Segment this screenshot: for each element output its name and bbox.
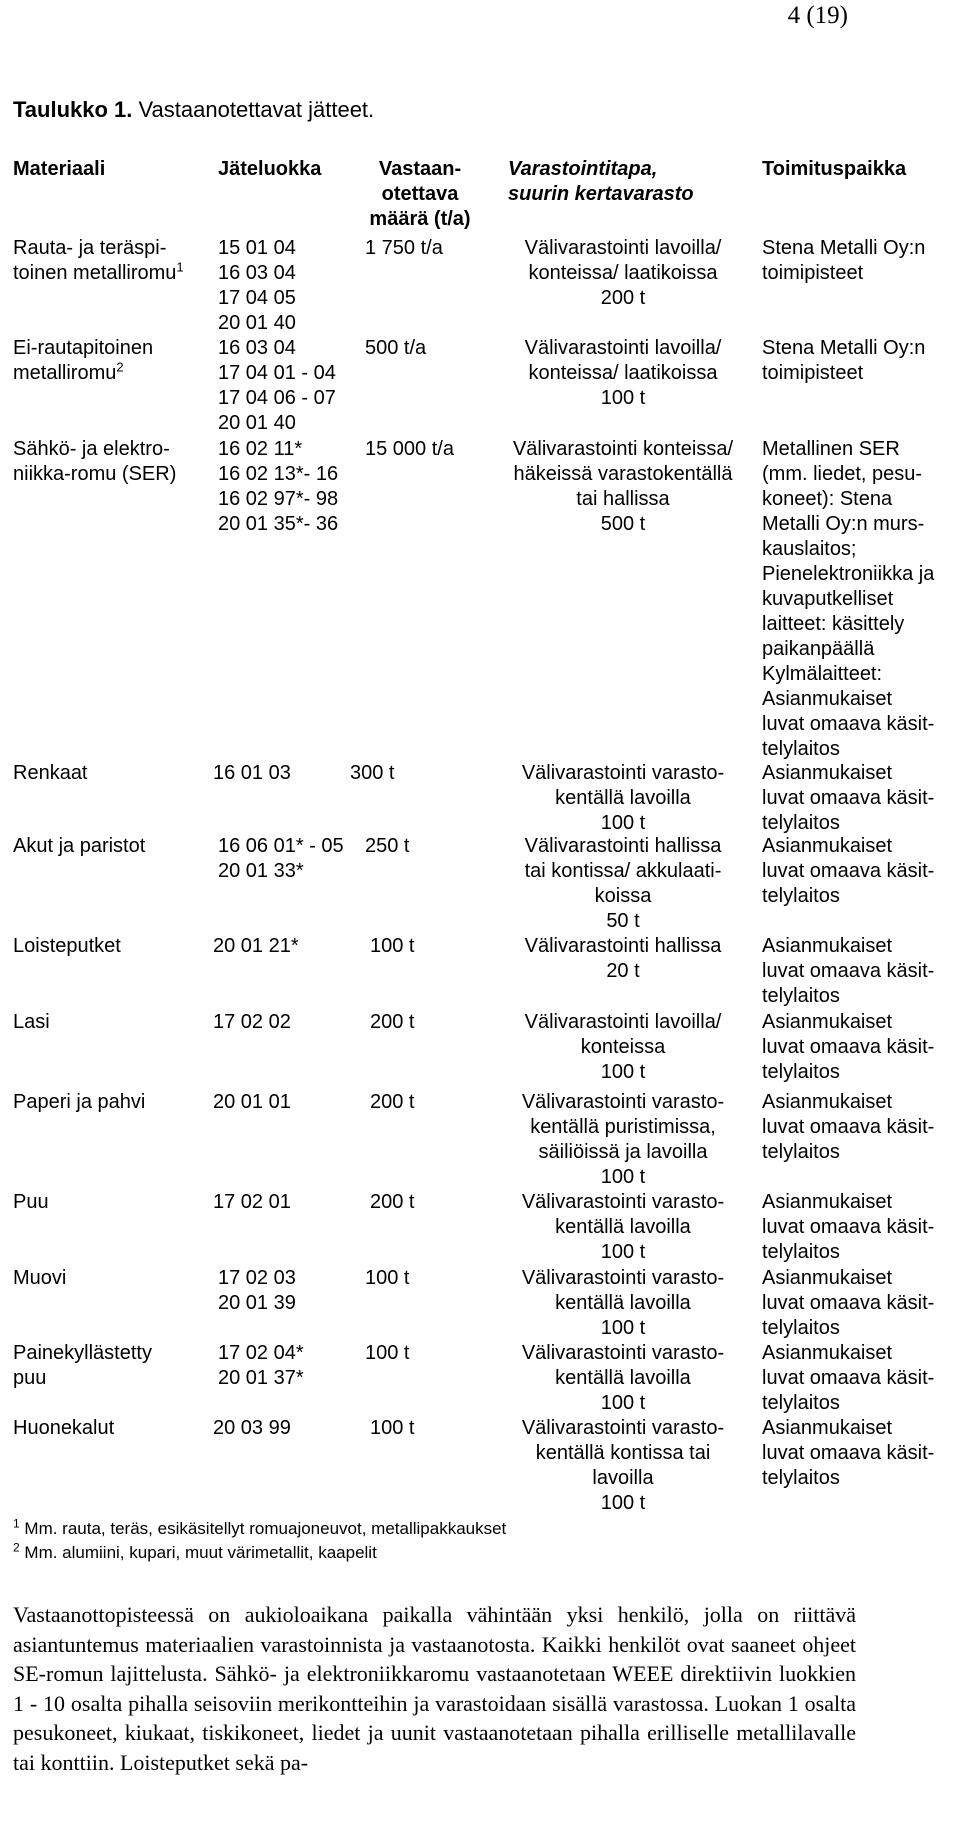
cell-storage: 100 t [600,812,646,834]
cell-material: Painekyllästetty [13,1342,152,1364]
cell-delivery: Asianmukaiset [762,1417,893,1439]
cell-delivery: luvat omaava käsit- [762,1216,935,1238]
cell-amount: 250 t [365,835,410,857]
footnote-1 [13,1518,506,1540]
cell-delivery: luvat omaava käsit- [762,860,935,882]
cell-storage: kentällä lavoilla [555,787,691,809]
cell-waste-code: 20 01 39 [218,1292,296,1314]
cell-delivery: laitteet: käsittely [762,613,905,635]
cell-storage: konteissa [580,1036,666,1058]
cell-storage: Välivarastointi varasto- [521,1091,725,1113]
cell-material: Lasi [13,1011,50,1033]
cell-waste-code: 20 01 37* [218,1367,304,1389]
cell-amount: 200 t [370,1011,415,1033]
cell-storage: kentällä lavoilla [555,1367,691,1389]
cell-material: puu [13,1367,47,1389]
cell-amount: 100 t [370,935,415,957]
cell-storage: häkeissä varastokentällä [513,463,733,485]
cell-delivery: Stena Metalli Oy:n [762,237,926,259]
cell-material: Puu [13,1191,49,1213]
table-title [13,97,374,123]
cell-storage: säiliöissä ja lavoilla [538,1141,708,1163]
cell-material: toinen metalliromu$^1$ [13,259,184,284]
header-maara-line: määrä (t/a) [369,208,471,230]
cell-delivery: luvat omaava käsit- [762,787,935,809]
cell-delivery: telylaitos [762,812,840,834]
header-varastointi [508,157,694,207]
cell-waste-code: 16 02 97*- 98 [218,488,339,510]
cell-delivery: Asianmukaiset [762,688,893,710]
header-toimituspaikka: Toimituspaikka [762,158,907,180]
cell-storage: 100 t [600,1492,646,1514]
cell-waste-code: 17 02 03 [218,1267,296,1289]
cell-storage: kentällä puristimissa, [530,1116,716,1138]
cell-waste-code: 17 04 05 [218,287,296,309]
cell-storage: Välivarastointi lavoilla/ [524,1011,722,1033]
cell-waste-code: 16 02 11* [218,438,303,460]
cell-storage: kentällä lavoilla [555,1292,691,1314]
cell-material: Sähkö- ja elektro- [13,438,170,460]
page-number: 4 (19) [787,2,848,29]
cell-delivery: telylaitos [762,1392,840,1414]
cell-material: Renkaat [13,762,88,784]
cell-delivery: kuvaputkelliset [762,588,894,610]
cell-delivery: Asianmukaiset [762,835,893,857]
cell-delivery: telylaitos [762,1061,840,1083]
footnote-text: Mm. alumiini, kupari, muut värimetallit, kaapelit [19,1543,377,1562]
cell-waste-code: 17 04 01 - 04 [218,362,336,384]
cell-material: metalliromu$^2$ [13,359,124,384]
cell-amount: 100 t [365,1267,410,1289]
cell-storage: 100 t [600,1166,646,1188]
cell-delivery: telylaitos [762,738,840,760]
cell-delivery: telylaitos [762,1467,840,1489]
footnote-ref: 1 [176,259,184,275]
cell-waste-code: 16 03 04 [218,262,296,284]
cell-waste-code: 17 02 04* [218,1342,304,1364]
cell-storage: Välivarastointi varasto- [521,762,725,784]
cell-amount: 200 t [370,1191,415,1213]
cell-delivery: Asianmukaiset [762,1011,893,1033]
cell-delivery: Metallinen SER [762,438,900,460]
cell-delivery: telylaitos [762,1141,840,1163]
cell-delivery: luvat omaava käsit- [762,960,935,982]
cell-storage: 20 t [606,960,640,982]
cell-storage: 100 t [600,387,646,409]
cell-storage: tai kontissa/ akkulaati- [524,860,722,882]
body-paragraph: Vastaanottopisteessä on aukioloaikana paikalla vähintään yksi henkilö, jolla on riittävä asiantuntemus materiaalien varastoinnista ja vastaanotosta. Kaikki henkilöt ovat saaneet ohjeet SE-romun lajittelusta. Sähkö- ja elektroniikkaromu vastaanotetaan WEEE direktiivin luokkien 1 - 10 osalta pihalla seisoviin merikontteihin ja varastoidaan sisällä varastossa. Luokan 1 osalta pesukoneet, kiukaat, tiskikoneet, liedet ja uunit vastaanotetaan pihalla erilliselle metallilavalle tai konttiin. Loisteputket sekä pa- [13,1602,856,1775]
cell-delivery: luvat omaava käsit- [762,1292,935,1314]
header-maara-line: Vastaan- [378,158,462,180]
cell-amount: 200 t [370,1091,415,1113]
cell-delivery: Asianmukaiset [762,935,893,957]
cell-delivery: luvat omaava käsit- [762,1442,935,1464]
cell-waste-code: 20 01 21* [213,935,299,957]
cell-delivery: (mm. liedet, pesu- [762,463,923,485]
cell-storage: Välivarastointi hallissa [524,935,722,957]
cell-storage: 50 t [606,910,640,932]
cell-waste-code: 16 03 04 [218,337,296,359]
cell-storage: 100 t [600,1241,646,1263]
cell-material: Paperi ja pahvi [13,1091,146,1113]
cell-waste-code: 20 01 40 [218,412,296,434]
cell-material: Loisteputket [13,935,121,957]
cell-delivery: luvat omaava käsit- [762,1367,935,1389]
header-varastointi-line: suurin kertavarasto [508,183,694,205]
cell-storage: 100 t [600,1061,646,1083]
cell-storage: konteissa/ laatikoissa [528,362,718,384]
cell-delivery: telylaitos [762,1241,840,1263]
cell-amount: 1 750 t/a [365,237,443,259]
cell-waste-code: 20 01 33* [218,860,304,882]
cell-waste-code: 20 01 01 [213,1091,291,1113]
cell-delivery: toimipisteet [762,362,864,384]
cell-material: Ei-rautapitoinen [13,337,154,359]
cell-storage: Välivarastointi lavoilla/ [524,337,722,359]
cell-delivery: Metalli Oy:n murs- [762,513,925,535]
cell-material: Rauta- ja teräspi- [13,237,167,259]
cell-delivery: Asianmukaiset [762,1191,893,1213]
cell-delivery: Kylmälaitteet: [762,663,883,685]
header-maara-line: otettava [381,183,459,205]
cell-delivery: kauslaitos; [762,538,857,560]
cell-storage: 100 t [600,1392,646,1414]
header-jateluokka: Jäteluokka [218,158,322,180]
cell-waste-code: 17 02 02 [213,1011,291,1033]
cell-amount: 300 t [350,762,395,784]
cell-amount: 100 t [370,1417,415,1439]
cell-storage: 500 t [600,513,646,535]
cell-storage: Välivarastointi hallissa [524,835,722,857]
cell-storage: Välivarastointi varasto- [521,1191,725,1213]
cell-delivery: Pienelektroniikka ja [762,563,935,585]
cell-delivery: Asianmukaiset [762,762,893,784]
cell-delivery: telylaitos [762,985,840,1007]
cell-delivery: toimipisteet [762,262,864,284]
cell-waste-code: 20 01 40 [218,312,296,334]
cell-storage: kentällä kontissa tai [535,1442,711,1464]
cell-storage: Välivarastointi lavoilla/ [524,237,722,259]
footnote-ref: 2 [116,359,124,375]
cell-waste-code: 17 04 06 - 07 [218,387,336,409]
cell-material: Huonekalut [13,1417,115,1439]
cell-storage: kentällä lavoilla [555,1216,691,1238]
cell-waste-code: 17 02 01 [213,1191,291,1213]
cell-waste-code: 16 02 13*- 16 [218,463,339,485]
cell-delivery: Asianmukaiset [762,1267,893,1289]
cell-delivery: telylaitos [762,1317,840,1339]
header-materiaali: Materiaali [13,158,106,180]
header-maara [365,157,475,232]
cell-material: niikka-romu (SER) [13,463,177,485]
footnote-mark: 2 [13,1540,20,1555]
table-title-text: Vastaanotettavat jätteet. [132,97,375,122]
cell-storage: tai hallissa [576,488,670,510]
cell-amount: 500 t/a [365,337,427,359]
cell-delivery: Asianmukaiset [762,1342,893,1364]
cell-storage: 200 t [600,287,646,309]
cell-amount: 15 000 t/a [365,438,454,460]
cell-delivery: luvat omaava käsit- [762,1116,935,1138]
cell-storage: 100 t [600,1317,646,1339]
cell-waste-code: 20 01 35*- 36 [218,513,339,535]
footnote-text: Mm. rauta, teräs, esikäsitellyt romuajoneuvot, metallipakkaukset [19,1519,507,1538]
cell-material: Muovi [13,1267,67,1289]
cell-delivery: luvat omaava käsit- [762,1036,935,1058]
header-varastointi-line: Varastointitapa, [508,158,658,180]
table-title-label: Taulukko 1. [13,97,133,122]
cell-delivery: koneet): Stena [762,488,893,510]
cell-waste-code: 16 06 01* - 05 [218,835,344,857]
cell-delivery: paikanpäällä [762,638,875,660]
cell-storage: lavoilla [592,1467,654,1489]
cell-storage: Välivarastointi varasto- [521,1342,725,1364]
cell-delivery: luvat omaava käsit- [762,713,935,735]
cell-storage: Välivarastointi varasto- [521,1417,725,1439]
cell-storage: konteissa/ laatikoissa [528,262,718,284]
cell-storage: Välivarastointi konteissa/ [512,438,734,460]
cell-delivery: Asianmukaiset [762,1091,893,1113]
cell-waste-code: 16 01 03 [213,762,291,784]
cell-waste-code: 15 01 04 [218,237,296,259]
cell-amount: 100 t [365,1342,410,1364]
footnote-2 [13,1542,377,1564]
cell-waste-code: 20 03 99 [213,1417,291,1439]
cell-storage: Välivarastointi varasto- [521,1267,725,1289]
cell-delivery: telylaitos [762,885,840,907]
footnote-mark: 1 [13,1516,20,1531]
cell-material: Akut ja paristot [13,835,146,857]
cell-storage: koissa [594,885,652,907]
cell-delivery: Stena Metalli Oy:n [762,337,926,359]
